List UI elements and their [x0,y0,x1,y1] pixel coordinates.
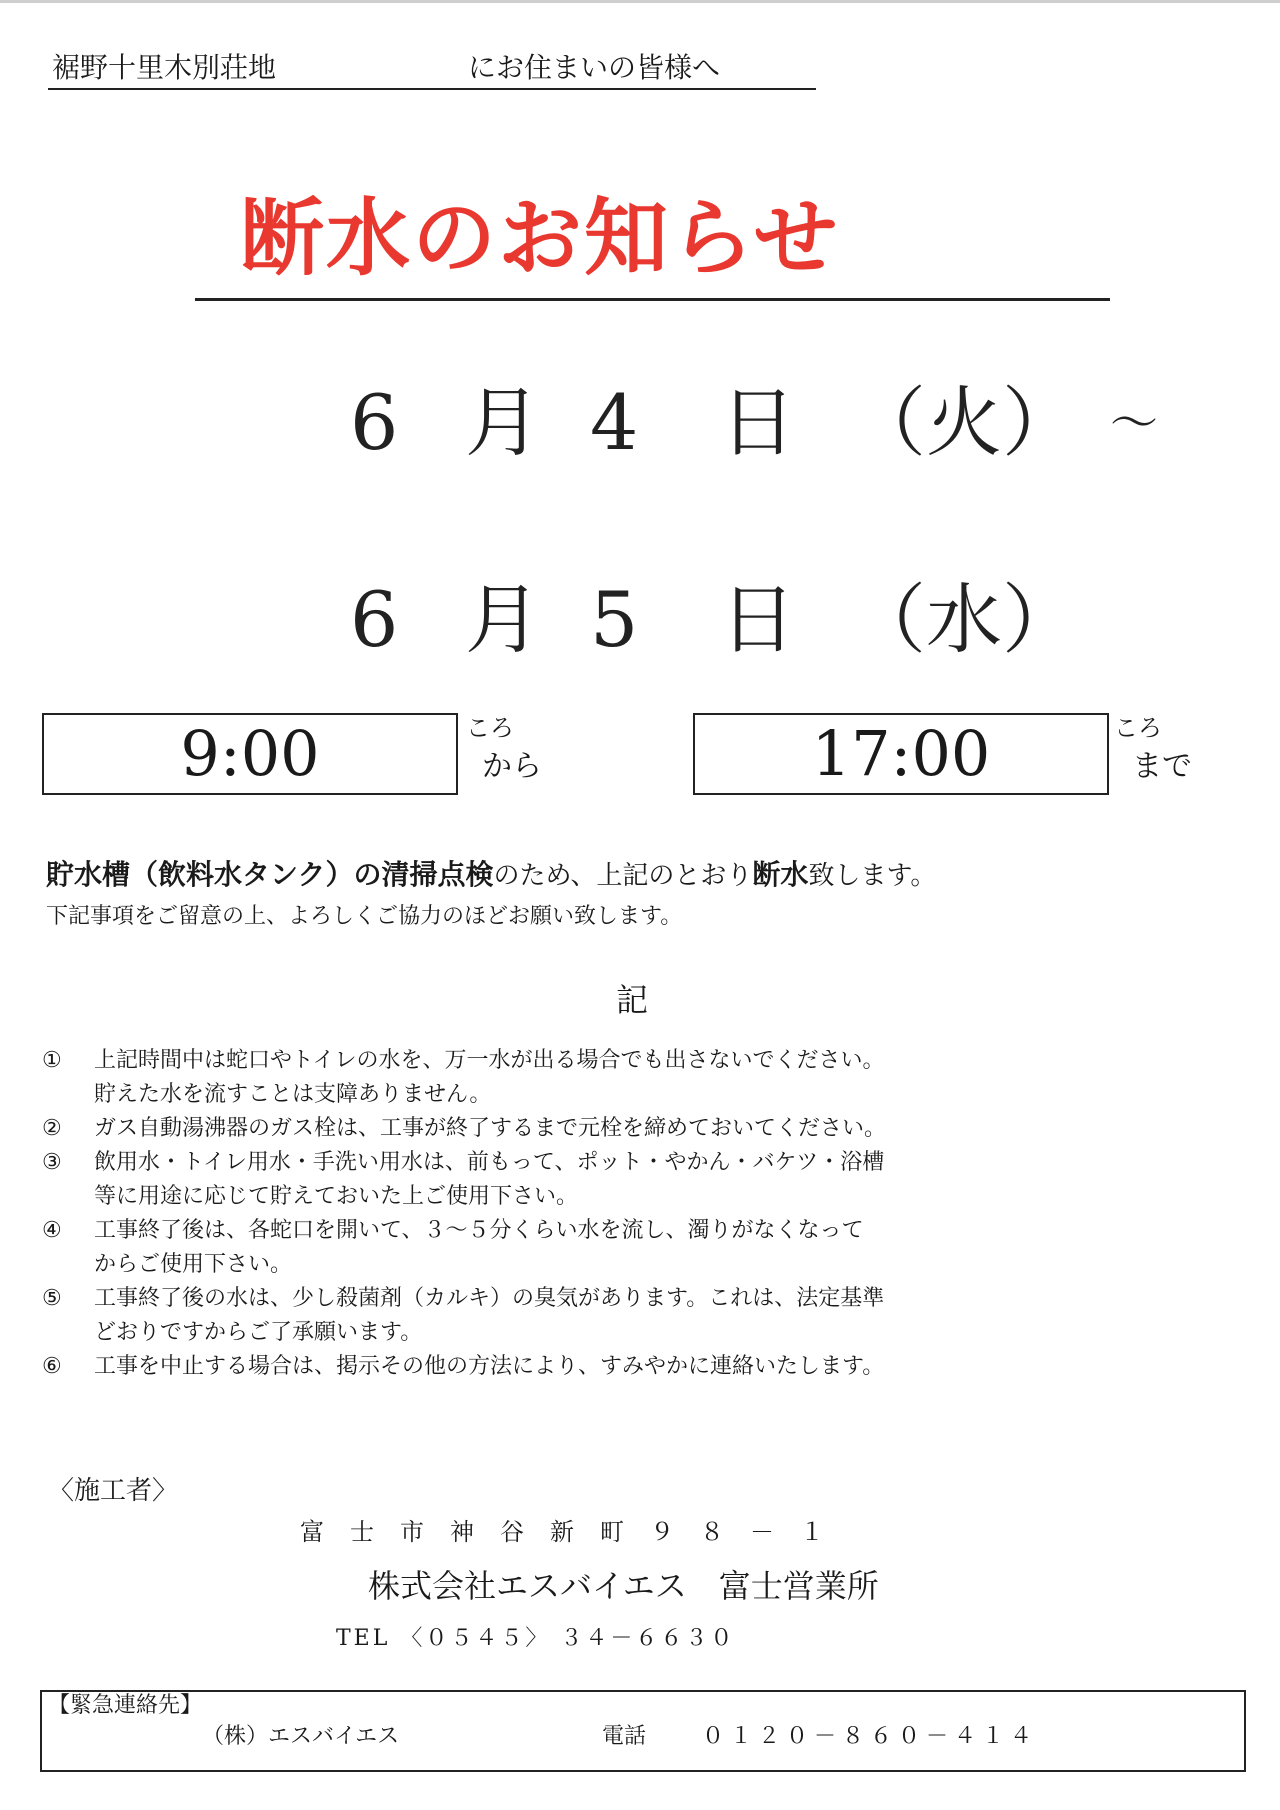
scan-edge [0,0,1280,3]
list-item [42,1214,1002,1282]
end-time-approx: ころ [1114,714,1162,742]
end-time-box [693,713,1109,795]
item-number: ③ [42,1150,62,1175]
start-time-box [42,713,458,795]
item-line: からご使用下さい。 [94,1252,293,1277]
notice-title-text: 断水のお知らせ [240,189,840,287]
intro-line-1 [46,858,936,893]
item-number: ④ [42,1218,62,1243]
addressee-location: 裾野十里木別荘地 [52,51,277,84]
item-line: 貯えた水を流すことは支障ありません。 [94,1082,492,1107]
intro-end: 致します。 [808,861,937,891]
end-day: 5 [590,575,639,664]
intro-reason: のため、上記のとおり [493,861,753,891]
end-time-suffix: まで [1132,749,1192,784]
item-line: 工事を中止する場合は、掲示その他の方法により、すみやかに連絡いたします。 [94,1354,885,1379]
item-line: 飲用水・トイレ用水・手洗い用水は、前もって、ポット・やかん・バケツ・浴槽 [94,1150,885,1175]
item-line: どおりですからご了承願います。 [94,1320,423,1345]
list-item [42,1282,1002,1350]
notice-items [42,1044,1002,1384]
date-range-tilde: ～ [1110,395,1159,451]
item-number: ⑥ [42,1354,62,1379]
item-number: ② [42,1116,62,1141]
start-month-unit: 月 [465,378,541,467]
start-time-approx: ころ [466,714,514,742]
emergency-phone-label: 電話 [602,1724,647,1749]
start-month: 6 [350,378,399,467]
contractor-address: 富士市神谷新町９８－１ [300,1518,850,1546]
list-item [42,1044,1002,1112]
contractor-tel: TEL 〈０５４５〉 ３４－６６３０ [336,1626,736,1651]
addressee-greeting: にお住まいの皆様へ [468,51,721,84]
emergency-phone: ０１２０－８６０－４１４ [702,1724,1039,1749]
intro-line-2: 下記事項をご留意の上、よろしくご協力のほどお願い致します。 [46,904,683,929]
contractor-company: 株式会社エスバイエス 富士営業所 [368,1567,879,1605]
ki-heading: 記 [616,981,649,1019]
item-line: ガス自動湯沸器のガス栓は、工事が終了するまで元栓を締めておいてください。 [94,1116,887,1141]
end-weekday: （水） [850,575,1078,664]
end-day-unit: 日 [720,575,796,664]
item-line: 等に用途に応じて貯えておいた上ご使用下さい。 [94,1184,579,1209]
item-line: 上記時間中は蛇口やトイレの水を、万一水が出る場合でも出さないでください。 [94,1048,885,1073]
contractor-label: 〈施工者〉 [48,1476,179,1506]
addressee-line [48,50,816,90]
item-line: 工事終了後の水は、少し殺菌剤（カルキ）の臭気があります。これは、法定基準 [94,1286,885,1311]
start-weekday: （火） [850,378,1078,467]
end-time: 17:00 [811,717,991,790]
item-number: ⑤ [42,1286,62,1311]
end-month: 6 [350,575,399,664]
start-time-suffix: から [482,749,542,784]
start-day-unit: 日 [720,378,796,467]
intro-purpose: 貯水槽（飲料水タンク）の清掃点検 [46,858,494,891]
end-month-unit: 月 [465,575,541,664]
list-item [42,1146,1002,1214]
emergency-label: 【緊急連絡先】 [48,1693,203,1718]
start-time: 9:00 [180,717,320,790]
intro-outage-word: 断水 [752,858,809,891]
start-day: 4 [590,378,639,467]
emergency-contact-box [40,1690,1246,1772]
notice-title [195,190,1110,301]
list-item [42,1350,1002,1384]
list-item [42,1112,1002,1146]
item-line: 工事終了後は、各蛇口を開いて、３～５分くらい水を流し、濁りがなくなって [94,1218,864,1243]
emergency-company: （株）エスバイエス [202,1724,400,1749]
item-number: ① [42,1048,62,1073]
